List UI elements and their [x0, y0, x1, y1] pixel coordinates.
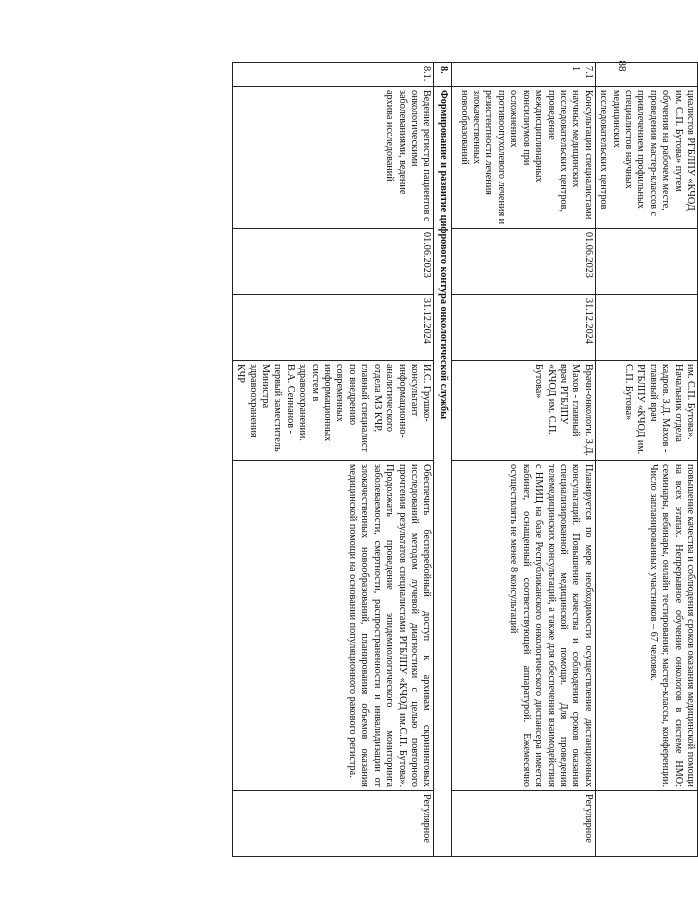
end-date-cell: 31.12.2024 — [451, 295, 595, 361]
start-date-cell — [595, 229, 697, 295]
plan-table — [232, 62, 698, 857]
result-cell: Обеспечить бесперебойный доступ к архивам скрининговых исследований методом лучевой диагностики с целью повторного прочтения результатов специалистами РГБЛПУ «КЧОД им.С.П. Бутова». Продолжать проведение эпидемиологического мониторинга заболеваемости, смертности, распространенности и инвалидизации от злокачественных новообразований, планирования объемов оказания медицинской помощи на основании популяционного ракового регистра. — [232, 461, 434, 791]
end-date-cell — [595, 295, 697, 361]
type-cell: Регулярное — [232, 791, 434, 857]
responsible-cell: им. С.П. Бутова». Начальник отдела кадров. З.Д. Махов - главный врач РГБЛПУ «КЧОД им. С.П. Бутова» — [595, 361, 697, 461]
start-date-cell: 01.06.2023 — [451, 229, 595, 295]
row-number: 7.11 — [451, 63, 595, 87]
table-row — [451, 63, 595, 857]
section-title: Формирование и развитие цифрового контура онкологической службы — [434, 87, 451, 857]
responsible-cell: И.С. Грушко-консультант информационно-аналитического отдела МЗ КЧР, главный специалист по внедрению современных информационных систем в здравоохранении. В.А. Сеннанов - первый заместитель Министра здравоохранения КЧР — [232, 361, 434, 461]
activity-cell: Ведение регистра пациентов с онкологическими заболеваниями, ведение архива исследований — [232, 87, 434, 229]
end-date-cell: 31.12.2024 — [232, 295, 434, 361]
type-cell — [595, 791, 697, 857]
activity-cell: циалистов РГБЛПУ «КЧОД им. С.П. Бутова» путем обучения на рабочем месте, проведения мастер-классов с привлечением профильных специалистов научных медицинских исследовательских центров — [595, 87, 697, 229]
section-number: 8. — [434, 63, 451, 87]
row-number — [595, 63, 697, 87]
table-row — [232, 63, 434, 857]
rotated-table-container — [235, 62, 698, 856]
responsible-cell: Врачи-онкологи. З.Д. Махов - главный врач РГБЛПУ «КЧОД им. С.П. Бутова» — [451, 361, 595, 461]
result-cell: Планируется по мере необходимости осуществление дистанционных консультаций. Повышение качества и соблюдения сроков оказания специализированной медицинской помощи. Для проведения телемедицинских консультаций, а также для обеспечения взаимодействия с НМИЦ на базе Республиканского онкологического диспансера имеется кабинет, оснащенный соответствующей аппаратурой. Ежемесячно осуществлять не менее 8 консультаций — [451, 461, 595, 791]
table-row — [595, 63, 697, 857]
activity-cell: Консультации специалистами научных медицинских исследовательских центров, проведение междисциплинарных консилиумов при осложнениях противоопухолевого лечения и резистентности лечения злокачественных новообразований — [451, 87, 595, 229]
start-date-cell: 01.06.2023 — [232, 229, 434, 295]
result-cell: повышение качества и соблюдения сроков оказания медицинской помощи на всех этапах. Непрерывное обучение онкологов в системе НМО: семинары, вебинары, онлайн тестирования; мастер-классы, конференции. Число запланированных участников – 67 человек. — [595, 461, 697, 791]
page-number: 88 — [616, 60, 628, 72]
row-number: 8.1. — [232, 63, 434, 87]
section-header-row — [434, 63, 451, 857]
type-cell: Регулярное — [451, 791, 595, 857]
